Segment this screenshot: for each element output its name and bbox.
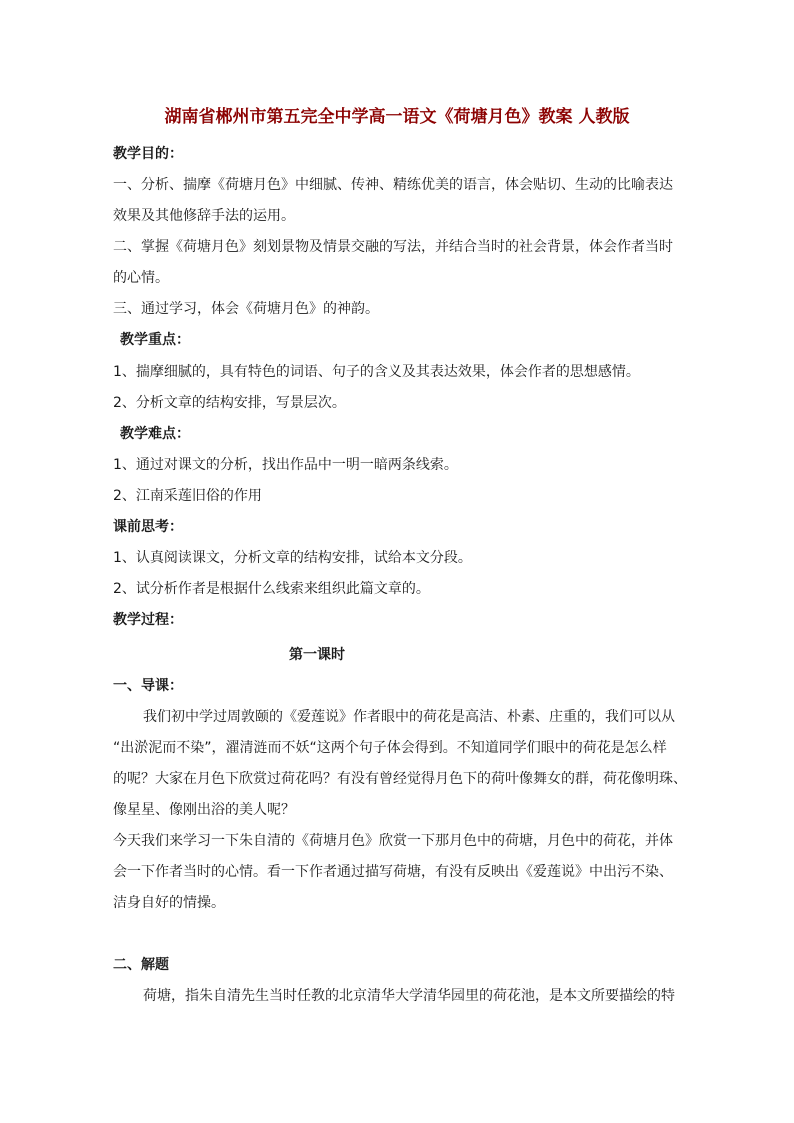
paragraph-line: 1、揣摩细腻的，具有特色的词语、句子的含义及其表达效果，体会作者的思想感情。 bbox=[113, 364, 640, 380]
paragraph-line: “出淤泥而不染”，濯清涟而不妖“这两个句子体会得到。不知道同学们眼中的荷花是怎么样 bbox=[113, 740, 667, 756]
paragraph-line: 1、通过对课文的分析，找出作品中一明一暗两条线索。 bbox=[113, 457, 458, 473]
paragraph-line: 我们初中学过周敦颐的《爱莲说》作者眼中的荷花是高洁、朴素、庄重的，我们可以从 bbox=[143, 709, 675, 725]
subsection-heading-title-explanation: 二、解题 bbox=[113, 957, 169, 973]
section-heading-key-points: 教学重点： bbox=[120, 332, 190, 348]
paragraph-line: 二、掌握《荷塘月色》刻划景物及情景交融的写法，并结合当时的社会背景，体会作者当时 bbox=[113, 239, 673, 255]
paragraph-line: 三、通过学习，体会《荷塘月色》的神韵。 bbox=[113, 301, 379, 317]
paragraph-line: 的呢？大家在月色下欣赏过荷花吗？有没有曾经觉得月色下的荷叶像舞女的群，荷花像明珠、 bbox=[113, 771, 687, 787]
lesson-heading: 第一课时 bbox=[289, 647, 345, 663]
paragraph-line: 2、江南采莲旧俗的作用 bbox=[113, 488, 262, 504]
paragraph-line: 荷塘，指朱自清先生当时任教的北京清华大学清华园里的荷花池，是本文所要描绘的特 bbox=[143, 988, 675, 1004]
paragraph-line: 2、试分析作者是根据什么线索来组织此篇文章的。 bbox=[113, 581, 430, 597]
paragraph-line: 1、认真阅读课文，分析文章的结构安排，试给本文分段。 bbox=[113, 550, 472, 566]
paragraph-line: 2、分析文章的结构安排，写景层次。 bbox=[113, 395, 346, 411]
paragraph-line: 会一下作者当时的心情。看一下作者通过描写荷塘，有没有反映出《爱莲说》中出污不染、 bbox=[113, 864, 673, 880]
paragraph-line: 一、分析、揣摩《荷塘月色》中细腻、传神、精练优美的语言，体会贴切、生动的比喻表达 bbox=[113, 177, 673, 193]
subsection-heading-introduction: 一、导课： bbox=[113, 678, 183, 694]
section-heading-objectives: 教学目的： bbox=[113, 146, 183, 162]
paragraph-line: 今天我们来学习一下朱自清的《荷塘月色》欣赏一下那月色中的荷塘，月色中的荷花，并体 bbox=[113, 833, 673, 849]
paragraph-line: 的心情。 bbox=[113, 270, 169, 286]
document-title: 湖南省郴州市第五完全中学高一语文《荷塘月色》教案 人教版 bbox=[164, 107, 630, 127]
section-heading-preview-questions: 课前思考： bbox=[113, 519, 183, 535]
paragraph-line: 洁身自好的情操。 bbox=[113, 895, 225, 911]
paragraph-line: 效果及其他修辞手法的运用。 bbox=[113, 208, 295, 224]
section-heading-teaching-process: 教学过程： bbox=[113, 612, 183, 628]
paragraph-line: 像星星、像刚出浴的美人呢？ bbox=[113, 802, 295, 818]
section-heading-difficulties: 教学难点： bbox=[120, 426, 190, 442]
